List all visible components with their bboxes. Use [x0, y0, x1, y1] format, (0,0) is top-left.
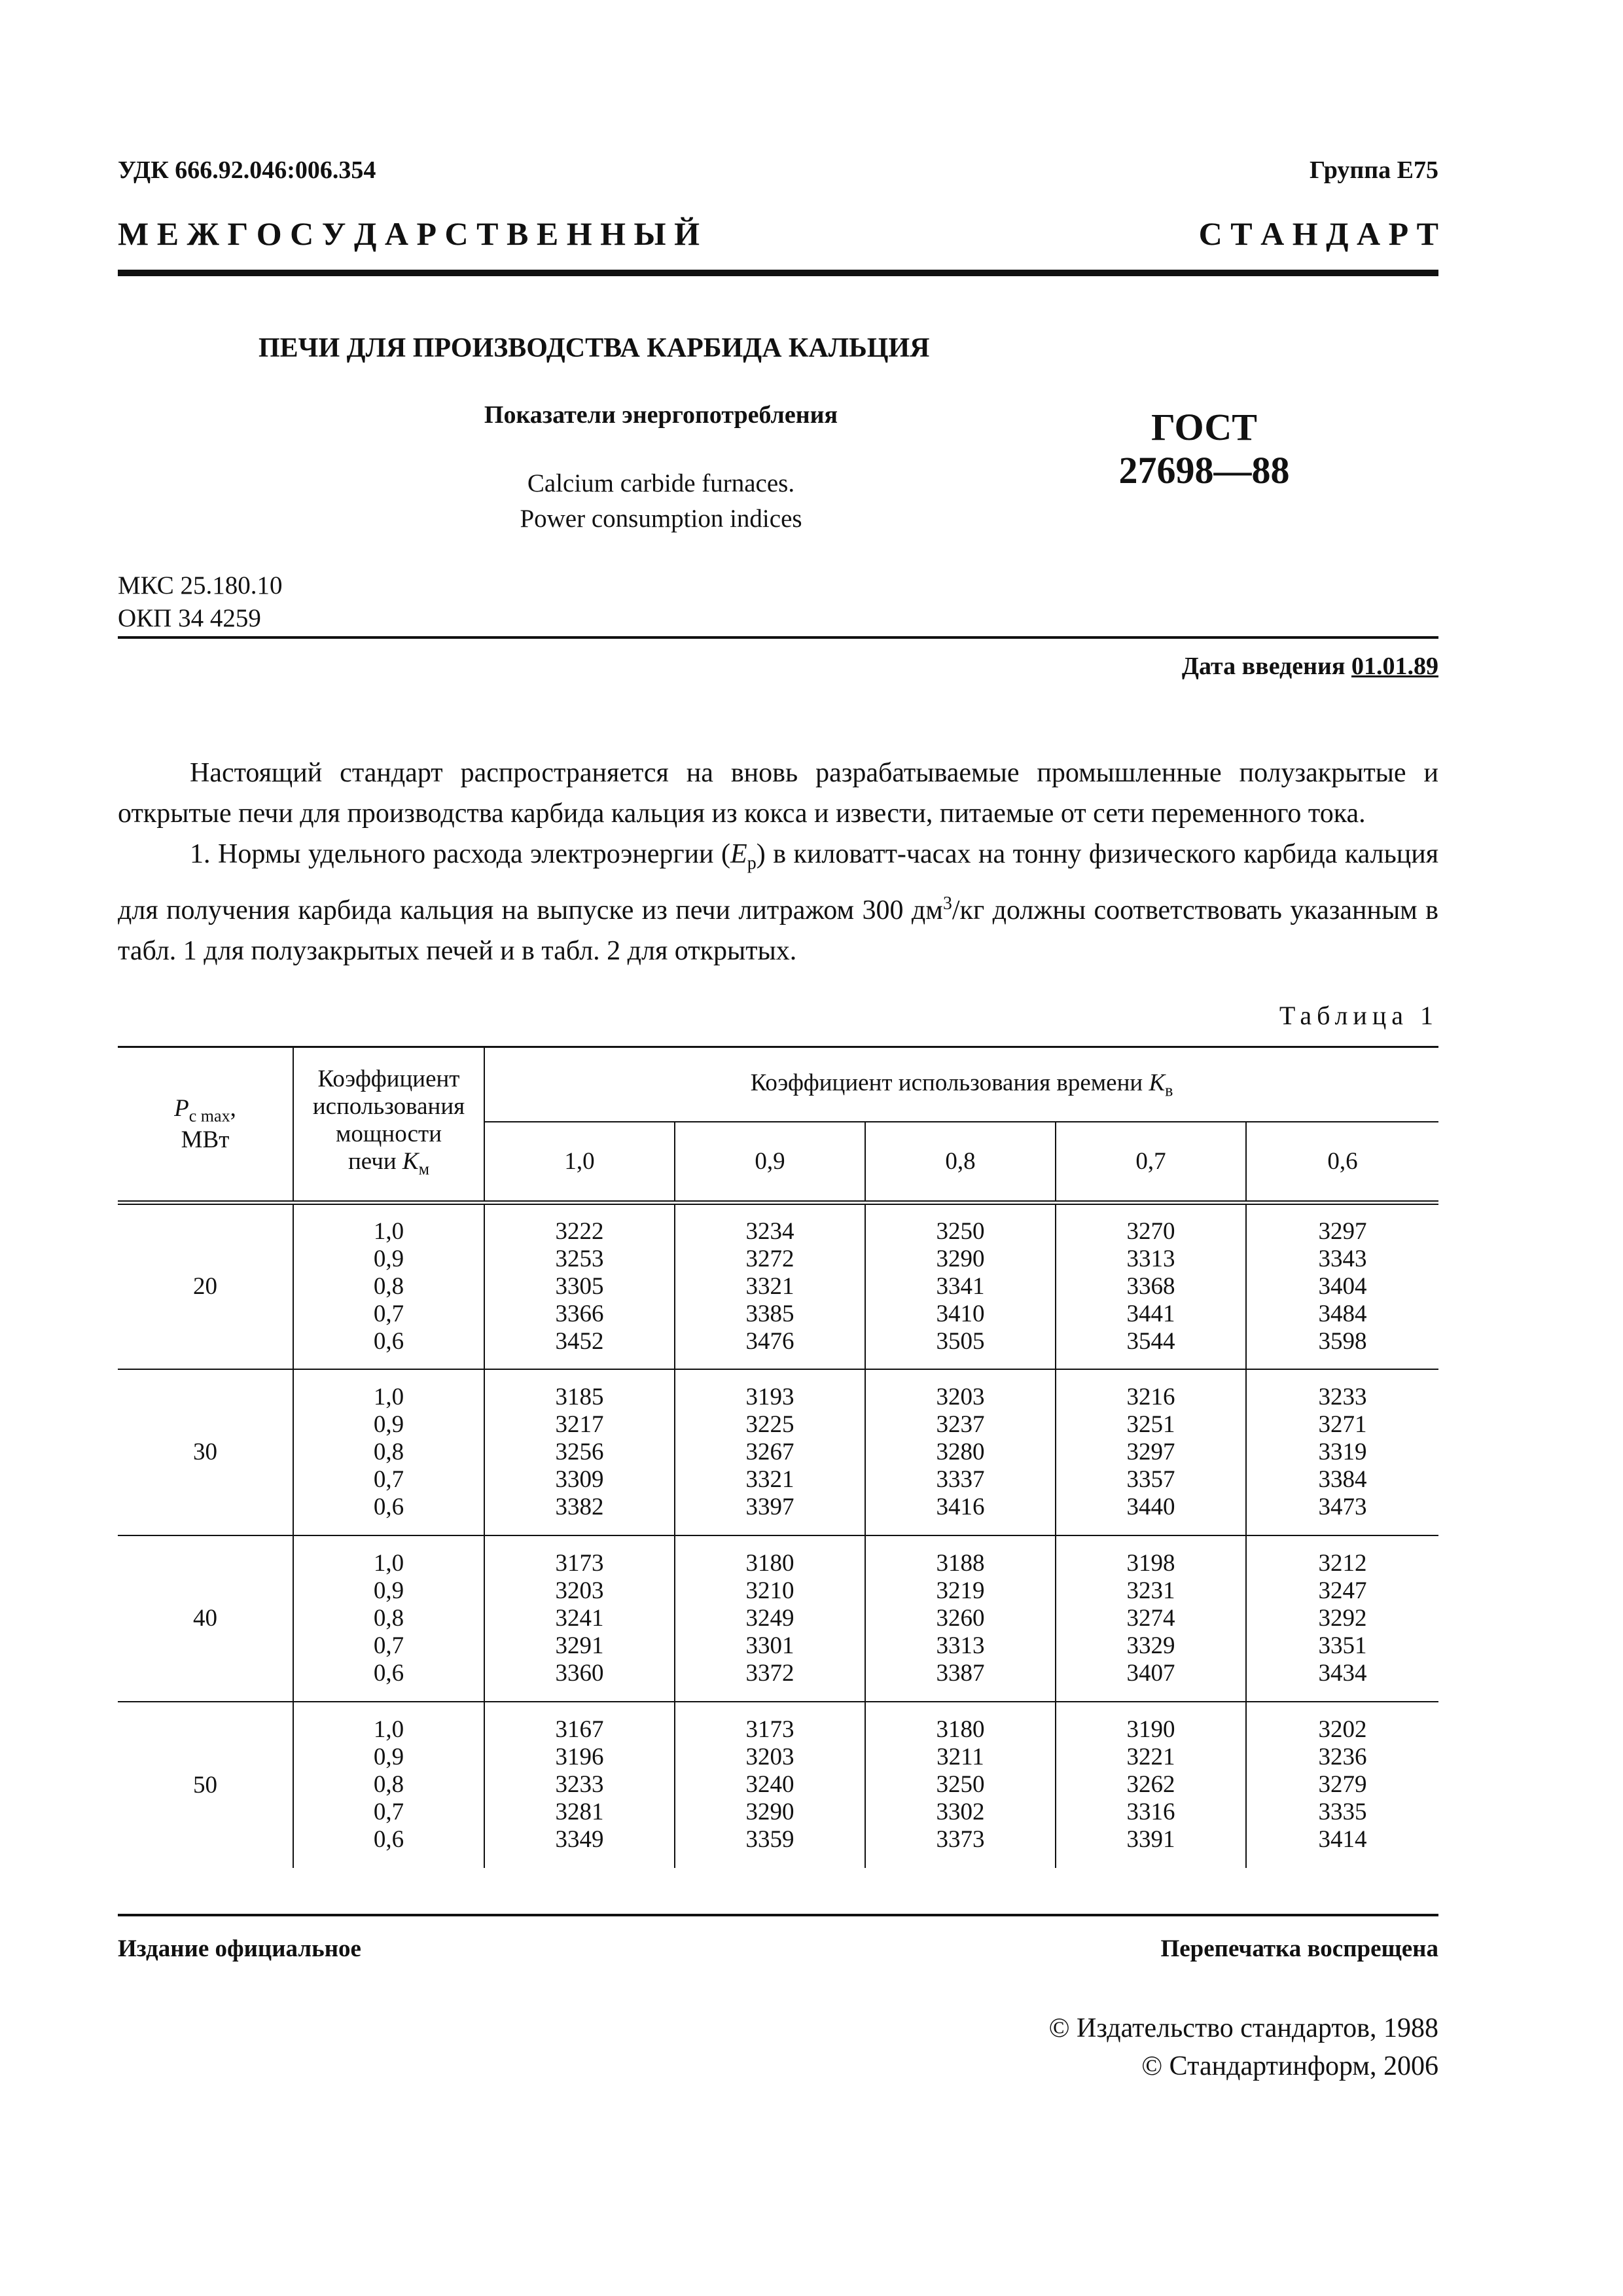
- consumption-value: 3360: [555, 1659, 604, 1687]
- consumption-value: 3279: [1318, 1771, 1367, 1798]
- table-row: [118, 1203, 1438, 1369]
- consumption-value: 3203: [936, 1383, 985, 1410]
- english-title-line-2: Power consumption indices: [520, 505, 802, 533]
- cell-km-values: [293, 1535, 484, 1702]
- cell-consumption: [675, 1535, 865, 1702]
- consumption-value: 3173: [555, 1549, 604, 1577]
- consumption-value: 3440: [1126, 1493, 1175, 1520]
- consumption-value: 3247: [1318, 1577, 1367, 1604]
- consumption-value: 3292: [1318, 1604, 1367, 1632]
- document-subtitle: Показатели энергопотребления: [484, 401, 838, 429]
- reprint-notice: Перепечатка воспрещена: [1160, 1935, 1438, 1962]
- km-value: 0,8: [373, 1272, 404, 1300]
- cell-consumption: [865, 1369, 1056, 1535]
- header-rule: [118, 270, 1438, 276]
- km-value: 0,9: [373, 1744, 404, 1770]
- km-value: 1,0: [373, 1383, 404, 1410]
- consumption-value: 3441: [1126, 1300, 1175, 1327]
- codes-rule: [118, 636, 1438, 639]
- consumption-value: 3210: [745, 1577, 794, 1604]
- consumption-value: 3233: [555, 1771, 604, 1798]
- consumption-value: 3250: [936, 1771, 985, 1798]
- consumption-value: 3219: [936, 1577, 985, 1604]
- cell-consumption: [865, 1203, 1056, 1369]
- consumption-value: 3373: [936, 1826, 985, 1853]
- consumption-value: 3319: [1318, 1438, 1367, 1465]
- consumption-value: 3387: [936, 1659, 985, 1687]
- km-value: 0,7: [373, 1632, 404, 1659]
- consumption-value: 3368: [1126, 1272, 1175, 1300]
- km-value: 1,0: [373, 1549, 404, 1577]
- consumption-value: 3391: [1126, 1826, 1175, 1853]
- cell-consumption: [675, 1369, 865, 1535]
- table-row: [118, 1535, 1438, 1702]
- km-value: 0,9: [373, 1577, 404, 1604]
- consumption-value: 3240: [745, 1771, 794, 1798]
- consumption-value: 3544: [1126, 1327, 1175, 1355]
- table-row: [118, 1369, 1438, 1535]
- consumption-value: 3505: [936, 1327, 985, 1355]
- cell-km-values: [293, 1369, 484, 1535]
- gost-label: ГОСТ: [1151, 406, 1257, 448]
- km-value: 0,6: [373, 1493, 404, 1520]
- cell-consumption: [675, 1702, 865, 1868]
- consumption-value: 3301: [745, 1632, 794, 1659]
- consumption-value: 3297: [1126, 1438, 1175, 1465]
- paragraph-scope: Настоящий стандарт распространяется на вновь разрабатываемые промышленные полузакрытые и открытые печи для производства карбида кальция из кокса и извести, питаемые от сети переменного тока.: [118, 758, 1438, 829]
- consumption-value: 3297: [1318, 1217, 1367, 1245]
- consumption-value: 3305: [555, 1272, 604, 1300]
- mks-code: МКС 25.180.10: [118, 571, 283, 600]
- consumption-value: 3212: [1318, 1549, 1367, 1577]
- consumption-value: 3382: [555, 1493, 604, 1520]
- consumption-value: 3198: [1126, 1549, 1175, 1577]
- consumption-value: 3335: [1318, 1799, 1367, 1825]
- km-value: 0,6: [373, 1327, 404, 1355]
- cell-consumption: [1246, 1702, 1438, 1868]
- footer-rule: [118, 1914, 1438, 1916]
- consumption-value: 3260: [936, 1604, 985, 1632]
- consumption-value: 3216: [1126, 1383, 1175, 1410]
- consumption-value: 3253: [555, 1245, 604, 1272]
- cell-consumption: [484, 1535, 675, 1702]
- header-kv: 1,0: [484, 1122, 675, 1203]
- consumption-value: 3281: [555, 1799, 604, 1825]
- consumption-value: 3452: [555, 1327, 604, 1355]
- cell-km-values: [293, 1203, 484, 1369]
- consumption-value: 3180: [936, 1716, 985, 1743]
- introduction-date: [1182, 652, 1438, 681]
- copyright-1: © Издательство стандартов, 1988: [1048, 2013, 1438, 2043]
- consumption-value: 3414: [1318, 1826, 1367, 1853]
- header-kv: 0,8: [865, 1122, 1056, 1203]
- consumption-value: 3351: [1318, 1632, 1367, 1659]
- english-title: [366, 466, 955, 537]
- consumption-value: 3349: [555, 1826, 604, 1853]
- header-power: $P_{c max}$, МВт: [118, 1047, 293, 1203]
- consumption-value: 3180: [745, 1549, 794, 1577]
- power-consumption-table: [118, 1046, 1438, 1868]
- consumption-value: 3366: [555, 1300, 604, 1327]
- cell-consumption: [1246, 1535, 1438, 1702]
- km-value: 1,0: [373, 1716, 404, 1743]
- consumption-value: 3384: [1318, 1465, 1367, 1493]
- consumption-value: 3167: [555, 1716, 604, 1743]
- cell-consumption: [1246, 1203, 1438, 1369]
- document-title: ПЕЧИ ДЛЯ ПРОИЗВОДСТВА КАРБИДА КАЛЬЦИЯ: [259, 333, 930, 363]
- consumption-value: 3234: [745, 1217, 794, 1245]
- consumption-value: 3188: [936, 1549, 985, 1577]
- consumption-value: 3313: [936, 1632, 985, 1659]
- consumption-value: 3280: [936, 1438, 985, 1465]
- consumption-value: 3343: [1318, 1245, 1367, 1272]
- consumption-value: 3256: [555, 1438, 604, 1465]
- group-code: Группа Е75: [1309, 156, 1438, 184]
- consumption-value: 3193: [745, 1383, 794, 1410]
- km-value: 0,6: [373, 1659, 404, 1687]
- cell-consumption: [675, 1203, 865, 1369]
- cell-power: 30: [118, 1369, 293, 1535]
- consumption-value: 3329: [1126, 1632, 1175, 1659]
- table-row: [118, 1702, 1438, 1868]
- consumption-value: 3407: [1126, 1659, 1175, 1687]
- paragraph-1: 1. Нормы удельного расхода электроэнергии $(E_р)$ в киловатт-часах на тонну физического карбида кальция для получения карбида кальция на выпуске из печи литражом 300 $дм^3/кг$ должны соответствовать указанным в табл. 1 для полузакрытых печей и в табл. 2 для открытых.: [118, 839, 1439, 967]
- cell-consumption: [1056, 1702, 1246, 1868]
- consumption-value: 3410: [936, 1300, 985, 1327]
- consumption-value: 3272: [745, 1245, 794, 1272]
- consumption-value: 3270: [1126, 1217, 1175, 1245]
- header-kv: 0,7: [1056, 1122, 1246, 1203]
- km-value: 0,8: [373, 1604, 404, 1632]
- cell-consumption: [484, 1702, 675, 1868]
- copyright-2: © Стандартинформ, 2006: [1141, 2051, 1438, 2081]
- cell-km-values: [293, 1702, 484, 1868]
- consumption-value: 3416: [936, 1493, 985, 1520]
- consumption-value: 3302: [936, 1799, 985, 1825]
- consumption-value: 3221: [1126, 1744, 1175, 1770]
- consumption-value: 3321: [745, 1465, 794, 1493]
- consumption-value: 3241: [555, 1604, 604, 1632]
- header-power-factor: Коэффициент использования мощности печи $K_м$: [293, 1047, 484, 1203]
- cell-consumption: [484, 1369, 675, 1535]
- consumption-value: 3598: [1318, 1327, 1367, 1355]
- consumption-value: 3341: [936, 1272, 985, 1300]
- interstate-standard-banner: [118, 215, 1438, 253]
- udk-code: УДК 666.92.046:006.354: [118, 156, 376, 184]
- km-value: 0,9: [373, 1410, 404, 1438]
- consumption-value: 3262: [1126, 1771, 1175, 1798]
- consumption-value: 3291: [555, 1632, 604, 1659]
- official-edition: Издание официальное: [118, 1935, 361, 1962]
- consumption-value: 3203: [555, 1577, 604, 1604]
- consumption-value: 3267: [745, 1438, 794, 1465]
- consumption-value: 3309: [555, 1465, 604, 1493]
- banner-word-2: С Т А Н Д А Р Т: [1198, 215, 1438, 252]
- consumption-value: 3359: [745, 1826, 794, 1853]
- table-label: Таблица 1: [1279, 1001, 1438, 1030]
- consumption-value: 3203: [745, 1744, 794, 1770]
- consumption-value: 3211: [936, 1744, 984, 1770]
- gost-number: 27698—88: [1118, 449, 1290, 492]
- cell-consumption: [484, 1203, 675, 1369]
- consumption-value: 3233: [1318, 1383, 1367, 1410]
- consumption-value: 3231: [1126, 1577, 1175, 1604]
- consumption-value: 3434: [1318, 1659, 1367, 1687]
- km-value: 0,8: [373, 1771, 404, 1798]
- consumption-value: 3222: [555, 1217, 604, 1245]
- header-kv: 0,6: [1246, 1122, 1438, 1203]
- consumption-value: 3337: [936, 1465, 985, 1493]
- cell-consumption: [865, 1702, 1056, 1868]
- cell-consumption: [1056, 1535, 1246, 1702]
- consumption-value: 3190: [1126, 1716, 1175, 1743]
- header-kv: 0,9: [675, 1122, 865, 1203]
- km-value: 0,6: [373, 1826, 404, 1853]
- consumption-value: 3236: [1318, 1744, 1367, 1770]
- km-value: 0,7: [373, 1465, 404, 1493]
- cell-power: 50: [118, 1702, 293, 1868]
- cell-consumption: [1246, 1369, 1438, 1535]
- consumption-value: 3473: [1318, 1493, 1367, 1520]
- consumption-value: 3237: [936, 1410, 985, 1438]
- consumption-value: 3316: [1126, 1799, 1175, 1825]
- consumption-value: 3385: [745, 1300, 794, 1327]
- consumption-value: 3313: [1126, 1245, 1175, 1272]
- consumption-value: 3185: [555, 1383, 604, 1410]
- english-title-line-1: Calcium carbide furnaces.: [527, 469, 795, 497]
- consumption-value: 3290: [745, 1799, 794, 1825]
- consumption-value: 3271: [1318, 1410, 1367, 1438]
- copyright-block: [1049, 2009, 1438, 2085]
- consumption-value: 3357: [1126, 1465, 1175, 1493]
- date-value: 01.01.89: [1351, 653, 1438, 680]
- consumption-value: 3251: [1126, 1410, 1175, 1438]
- consumption-value: 3321: [745, 1272, 794, 1300]
- header-time-factor: Коэффициент использования времени $K_в$: [484, 1047, 1438, 1122]
- consumption-value: 3202: [1318, 1716, 1367, 1743]
- consumption-value: 3397: [745, 1493, 794, 1520]
- body-text: [118, 753, 1438, 971]
- km-value: 0,8: [373, 1438, 404, 1465]
- cell-consumption: [1056, 1203, 1246, 1369]
- cell-consumption: [865, 1535, 1056, 1702]
- consumption-value: 3290: [936, 1245, 985, 1272]
- cell-consumption: [1056, 1369, 1246, 1535]
- consumption-value: 3225: [745, 1410, 794, 1438]
- consumption-value: 3404: [1318, 1272, 1367, 1300]
- cell-power: 20: [118, 1203, 293, 1369]
- cell-power: 40: [118, 1535, 293, 1702]
- consumption-value: 3196: [555, 1744, 604, 1770]
- gost-designation: [1047, 406, 1361, 492]
- consumption-value: 3173: [745, 1716, 794, 1743]
- km-value: 1,0: [373, 1217, 404, 1245]
- consumption-value: 3372: [745, 1659, 794, 1687]
- consumption-value: 3250: [936, 1217, 985, 1245]
- km-value: 0,7: [373, 1799, 404, 1825]
- consumption-value: 3476: [745, 1327, 794, 1355]
- km-value: 0,9: [373, 1245, 404, 1272]
- consumption-value: 3217: [555, 1410, 604, 1438]
- consumption-value: 3484: [1318, 1300, 1367, 1327]
- okp-code: ОКП 34 4259: [118, 604, 261, 632]
- consumption-value: 3249: [745, 1604, 794, 1632]
- date-label: Дата введения: [1181, 653, 1346, 680]
- banner-word-1: М Е Ж Г О С У Д А Р С Т В Е Н Н Ы Й: [118, 215, 700, 252]
- table-body: [118, 1203, 1438, 1868]
- classification-codes: [118, 569, 282, 635]
- km-value: 0,7: [373, 1300, 404, 1327]
- consumption-value: 3274: [1126, 1604, 1175, 1632]
